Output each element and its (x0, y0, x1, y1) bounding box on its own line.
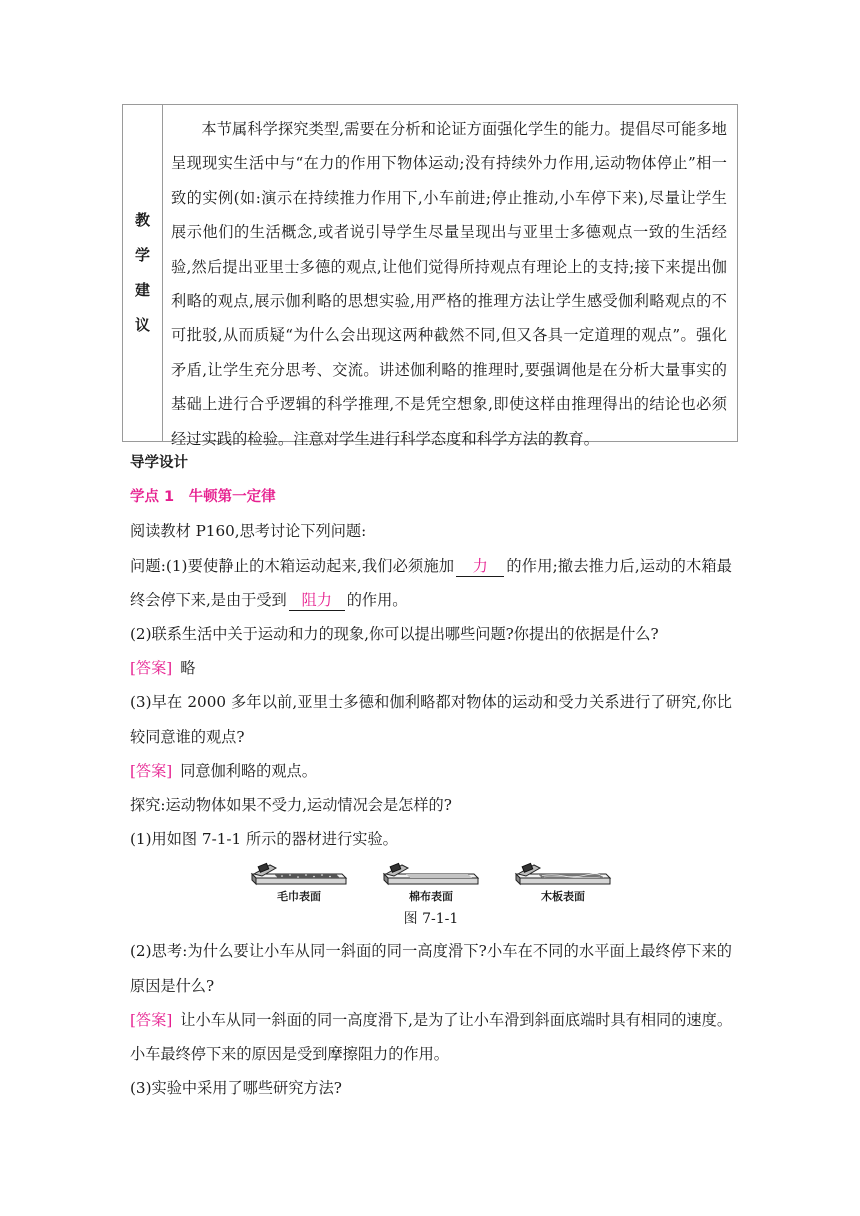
suggestion-label-char: 议 (134, 316, 150, 334)
wood-ramp-icon (514, 862, 612, 888)
wood-surface-figure (514, 862, 612, 904)
wood-surface-label: 木板表面 (541, 890, 585, 904)
answer-blank-force: 力 (456, 556, 504, 577)
answer-tag: [答案] (130, 1010, 173, 1029)
cotton-ramp-icon (382, 862, 480, 888)
reading-instruction: 阅读教材 P160,思考讨论下列问题: (130, 522, 367, 541)
exploration-step-3: (3)实验中采用了哪些研究方法? (130, 1079, 342, 1098)
figure-caption: 图 7-1-1 (403, 911, 459, 928)
suggestion-text: 本节属科学探究类型,需要在分析和论证方面强化学生的能力。提倡尽可能多地呈现现实生活中与“在力的作用下物体运动;没有持续外力作用,运动物体停止”相一致的实例(如:演示在持续推力作用下,小车前进;停止推动,小车停下来),尽量让学生展示他们的生活概念,或者说引导学生尽量呈现出与亚里士多德观点一致的生活经验,然后提出亚里士多德的观点,让他们觉得所持观点有理论上的支持;接下来提出伽利略的观点,展示伽利略的思想实验,用严格的推理方法让学生感受伽利略观点的不可批驳,从而质疑“为什么会出现这两种截然不同,但又各具一定道理的观点”。强化矛盾,让学生充分思考、交流。讲述伽利略的推理时,要强调他是在分析大量事实的基础上进行合乎逻辑的科学推理,不是凭空想象,即使这样由推理得出的结论也必须经过实践的检验。注意对学生进行科学态度和科学方法的教育。 (171, 120, 727, 448)
cotton-surface-label: 棉布表面 (409, 890, 453, 904)
suggestion-label-column (123, 105, 163, 441)
answer-2 (130, 651, 732, 685)
suggestion-label-char: 建 (134, 281, 150, 299)
exploration-step-1: (1)用如图 7-1-1 所示的器材进行实验。 (130, 830, 398, 849)
section-title: 导学设计 (130, 455, 188, 471)
question-1-middle: 的作用;撤去推力后,运动的木箱最终会停下来,是由于受到 (130, 556, 732, 609)
exploration-prompt: 探究:运动物体如果不受力,运动情况会是怎样的? (130, 796, 452, 815)
question-3: (3)早在 2000 多年以前,亚里士多德和伽利略都对物体的运动和受力关系进行了研究,你比较同意谁的观点? (130, 693, 732, 746)
towel-surface-figure (250, 862, 348, 904)
suggestion-label-char: 学 (134, 246, 150, 264)
answer-3-text: 同意伽利略的观点。 (180, 761, 317, 780)
exploration-answer-2-text: 让小车从同一斜面的同一高度滑下,是为了让小车滑到斜面底端时具有相同的速度。小车最终停下来的原因是受到摩擦阻力的作用。 (130, 1010, 733, 1064)
towel-surface-label: 毛巾表面 (277, 890, 321, 904)
exploration-answer-2 (130, 1003, 732, 1071)
answer-2-text: 略 (180, 659, 196, 678)
question-1 (130, 549, 732, 617)
question-1-prefix: 问题:(1)要使静止的木箱运动起来,我们必须施加 (130, 556, 455, 575)
teaching-suggestion-table (122, 104, 738, 448)
experiment-figure (130, 862, 732, 904)
question-2: (2)联系生活中关于运动和力的现象,你可以提出哪些问题?你提出的依据是什么? (130, 625, 659, 644)
answer-blank-resistance: 阻力 (289, 590, 345, 611)
answer-3 (130, 754, 732, 788)
answer-tag: [答案] (130, 659, 173, 678)
question-1-suffix: 的作用。 (346, 590, 408, 609)
suggestion-label-char: 教 (134, 211, 150, 229)
guided-study-content (130, 446, 732, 1105)
study-point-title: 学点 1 牛顿第一定律 (130, 489, 276, 506)
towel-ramp-icon (250, 862, 348, 888)
cotton-surface-figure (382, 862, 480, 904)
answer-tag: [答案] (130, 761, 173, 780)
exploration-step-2: (2)思考:为什么要让小车从同一斜面的同一高度滑下?小车在不同的水平面上最终停下来的原因是什么? (130, 942, 732, 995)
